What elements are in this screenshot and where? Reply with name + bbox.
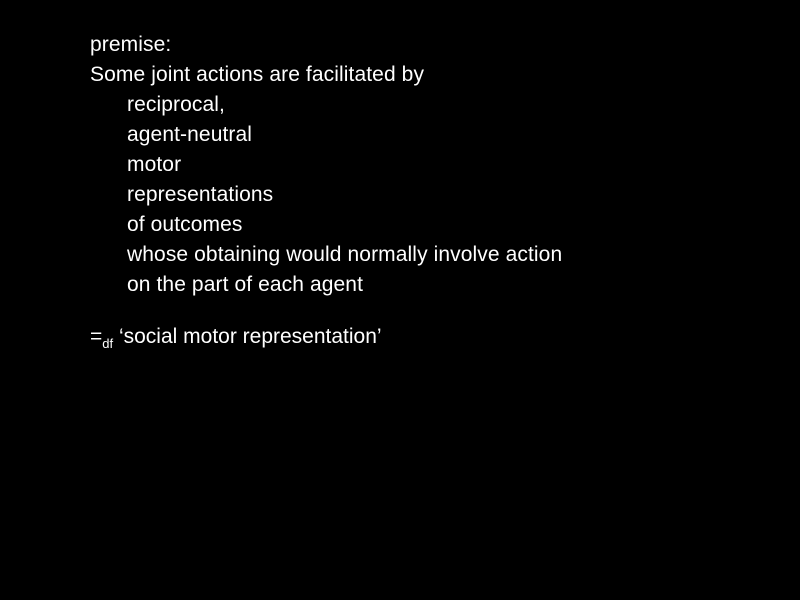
premise-detail-motor: motor [127, 153, 182, 176]
premise-detail-of-outcomes: of outcomes [127, 213, 243, 236]
definition-subscript: df [102, 336, 114, 352]
premise-detail-whose-obtaining: whose obtaining would normally involve action [127, 243, 563, 266]
definition-line [90, 322, 750, 359]
premise-statement: Some joint actions are facilitated by [90, 63, 425, 86]
premise-detail-representations: representations [127, 183, 274, 206]
premise-label: premise: [90, 33, 172, 56]
premise-detail-agent-neutral: agent-neutral [127, 123, 253, 146]
slide-text-block [90, 30, 750, 359]
definition-term: ‘social motor representation’ [118, 325, 382, 348]
premise-detail-reciprocal: reciprocal, [127, 93, 225, 116]
definition-equals-sign: = [90, 325, 103, 348]
premise-detail-each-agent: on the part of each agent [127, 273, 364, 296]
